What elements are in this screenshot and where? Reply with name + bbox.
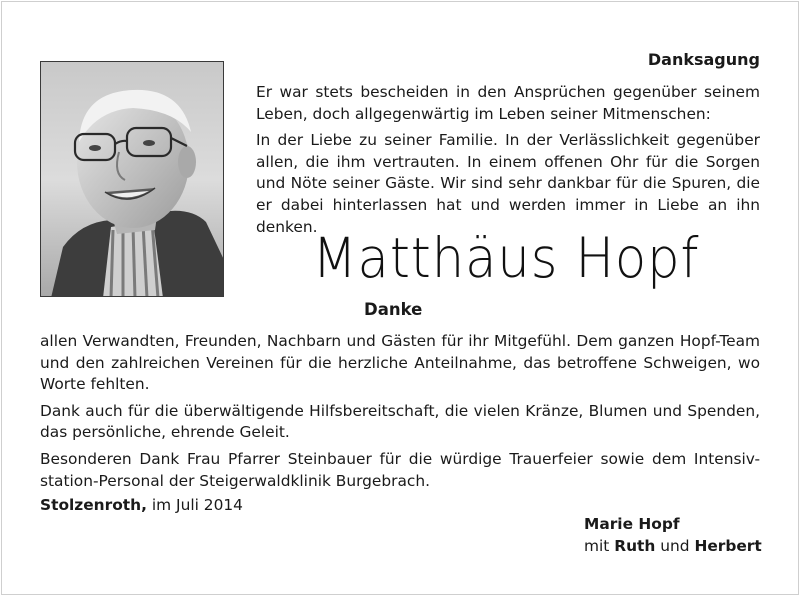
thanks-title: Danke	[364, 300, 423, 319]
place-date-text: im Juli 2014	[151, 496, 243, 514]
signature	[584, 514, 762, 557]
place-date	[40, 495, 243, 517]
thanks-text	[40, 331, 760, 497]
thanks-paragraph: Besonderen Dank Frau Pfarrer Steinbauer für die würdige Trauerfeier sowie dem Intensiv-station-Personal der Steigerwaldklinik Burgebrach.	[40, 449, 760, 490]
intro-paragraph: In der Liebe zu seiner Familie. In der Verlässlichkeit gegenüber allen, die ihm vertrauten. In einem offenen Ohr für die Sorgen und Nöte seiner Gäste. Wir sind sehr dankbar für die Spuren, die er dabei hinterlassen hat und werden immer in Liebe an ihn denken.	[256, 131, 760, 236]
notice-heading: Danksagung	[647, 50, 760, 69]
thanks-paragraph: Dank auch für die überwältigende Hilfsbereitschaft, die vielen Kränze, Blumen und Spenden, das persönliche, ehrende Geleit.	[40, 401, 760, 442]
intro-paragraph: Er war stets bescheiden in den Ansprüchen gegenüber seinem Leben, doch allgegenwärtig im Leben seiner Mitmenschen:	[256, 83, 760, 123]
signature-name-1: Ruth	[614, 536, 656, 555]
signature-main-name: Marie Hopf	[584, 515, 680, 533]
signature-family-line	[584, 536, 762, 558]
thanks-paragraph: allen Verwandten, Freunden, Nachbarn und Gästen für ihr Mitgefühl. Dem ganzen Hopf-Team und den zahlreichen Vereinen für die herzliche Anteilnahme, das betroffene Schweigen, wo Worte fehlten.	[40, 332, 760, 394]
intro-text	[256, 82, 760, 243]
place-city: Stolzenroth,	[40, 496, 147, 514]
deceased-name: Matthäus Hopf	[312, 226, 700, 290]
signature-prefix: mit	[584, 536, 610, 555]
signature-conjunction: und	[660, 536, 690, 555]
signature-name-2: Herbert	[694, 536, 762, 555]
